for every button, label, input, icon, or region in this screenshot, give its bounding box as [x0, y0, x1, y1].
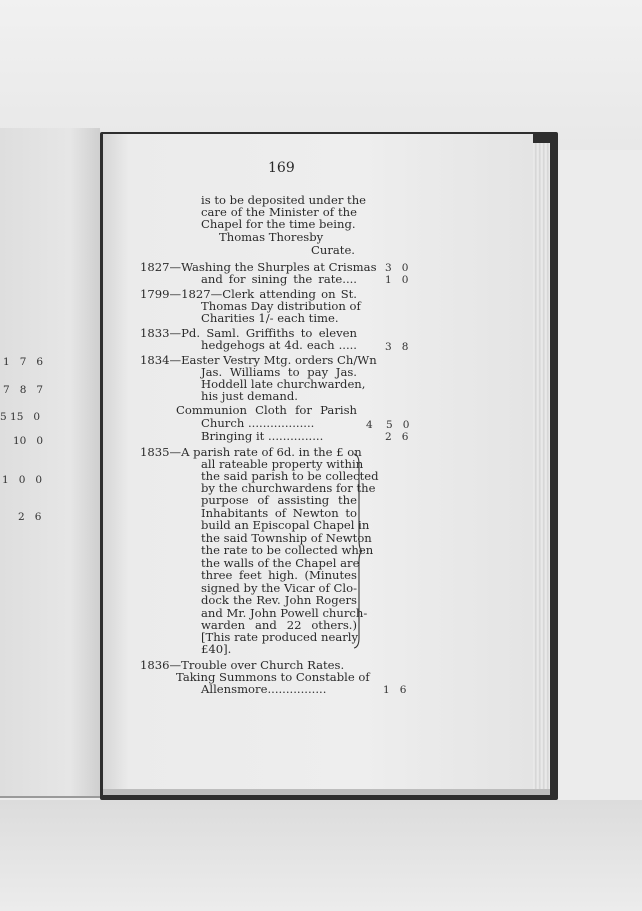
entry-line: Taking Summons to Constable of	[176, 670, 370, 684]
left-figure: 1 7 6	[3, 356, 44, 368]
entry-line: the rate to be collected when	[201, 543, 374, 557]
amount: 1 6	[383, 684, 407, 696]
text-line: is to be deposited under the	[201, 193, 367, 207]
entry-line: 1827—Washing the Shurples at Crismas	[140, 260, 377, 274]
entry-line: Inhabitants of Newton to	[201, 506, 357, 520]
entry-line: hedgehogs at 4d. each .....	[201, 338, 357, 352]
left-figure: 5 15 0	[0, 411, 41, 423]
amount: 2 6	[385, 431, 409, 443]
text-line: care of the Minister of the	[201, 205, 357, 219]
text-line: Chapel for the time being.	[201, 217, 356, 231]
entry-line: 1835—A parish rate of 6d. in the £ on	[140, 445, 362, 459]
entry-line: Bringing it ...............	[201, 429, 324, 443]
left-figure: 2 6	[18, 511, 42, 523]
entry-line: Charities 1/- each time.	[201, 311, 339, 325]
entry-line: Church ..................	[201, 416, 315, 430]
entry-line: the walls of the Chapel are	[201, 556, 360, 570]
entry-line: 1833—Pd. Saml. Griffiths to eleven	[140, 326, 357, 340]
entry-line: Hoddell late churchwarden,	[201, 377, 366, 391]
entry-line: 1834—Easter Vestry Mtg. orders Ch/Wn	[140, 353, 377, 367]
entry-line: dock the Rev. John Rogers	[201, 593, 357, 607]
table-surface	[0, 800, 642, 911]
left-page	[0, 128, 100, 798]
entry-line: warden and 22 others.)	[201, 618, 357, 632]
amount: 3 8	[385, 341, 409, 353]
entry-line: build an Episcopal Chapel in	[201, 518, 370, 532]
left-figure: 7 8 7	[3, 384, 44, 396]
entry-line: Jas. Williams to pay Jas.	[201, 365, 357, 379]
entry-line: Communion Cloth for Parish	[176, 403, 357, 417]
book-bottom-edge	[103, 789, 550, 795]
entry-line: purpose of assisting the	[201, 493, 357, 507]
entry-line: his just demand.	[201, 389, 298, 403]
entry-line: Allensmore................	[201, 682, 327, 696]
entry-line: 1799—1827—Clerk attending on St.	[140, 287, 357, 301]
entry-line: signed by the Vicar of Clo-	[201, 581, 357, 595]
entry-line: three feet high. (Minutes	[201, 568, 357, 582]
entry-line: Thomas Day distribution of	[201, 299, 361, 313]
entry-line: all rateable property within	[201, 457, 364, 471]
amount: 1 0	[385, 274, 409, 286]
left-figure: 10 0	[13, 435, 44, 447]
signature-name: Thomas Thoresby	[219, 230, 324, 244]
entry-line: and for sining the rate....	[201, 272, 357, 286]
entry-line: the said Township of Newton	[201, 531, 372, 545]
entry-line: by the churchwardens for the	[201, 481, 376, 495]
entry-line: and Mr. John Powell church-	[201, 606, 368, 620]
page-number: 169	[268, 160, 295, 176]
entry-line: the said parish to be collected	[201, 469, 379, 483]
left-figure: 1 0 0	[2, 474, 43, 486]
amount: 3 0	[385, 262, 409, 274]
entry-line: 1836—Trouble over Church Rates.	[140, 658, 345, 672]
amount: 4 5 0	[366, 419, 410, 431]
entry-line: £40].	[201, 642, 232, 656]
signature-title: Curate.	[311, 243, 355, 257]
entry-line: [This rate produced nearly	[201, 630, 359, 644]
curly-brace	[352, 452, 362, 650]
